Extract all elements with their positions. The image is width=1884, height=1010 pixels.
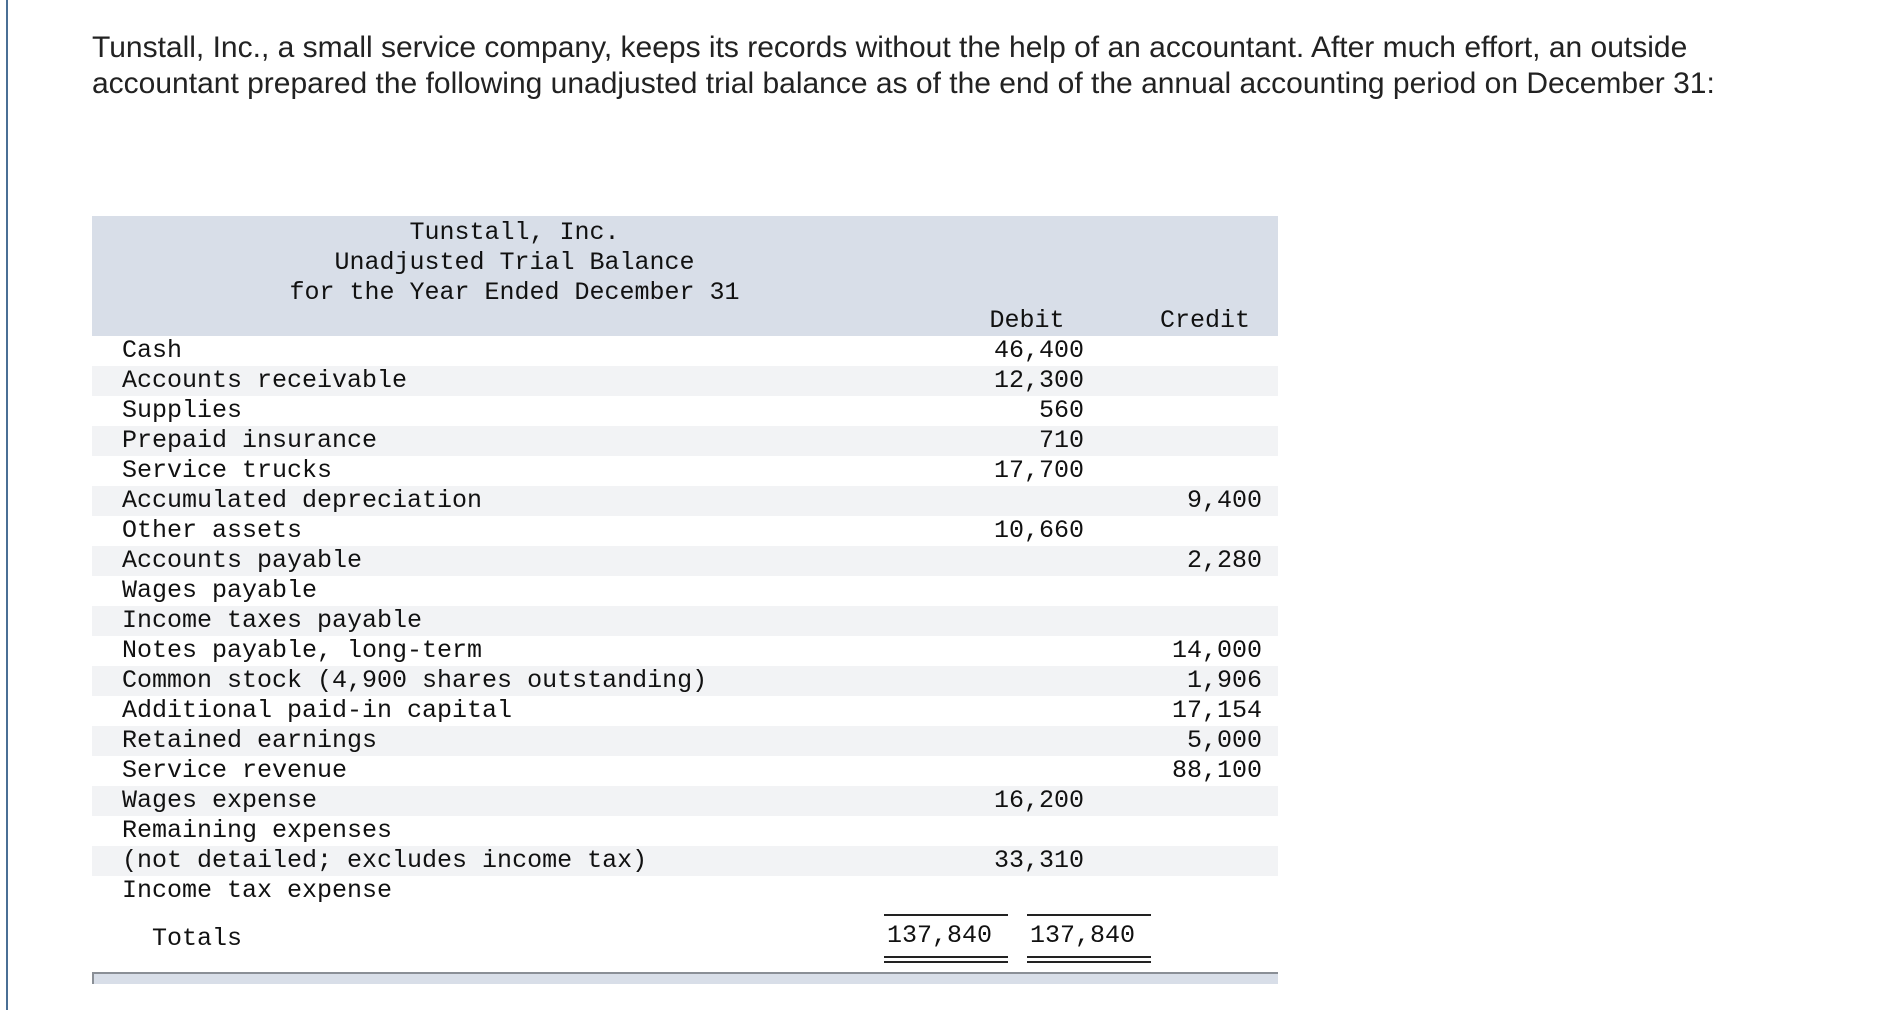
debit-amount: 46,400	[993, 336, 1084, 365]
account-row	[92, 666, 1278, 696]
trial-balance-title	[92, 218, 937, 308]
account-row	[92, 786, 1278, 816]
account-row	[92, 846, 1278, 876]
account-name: Prepaid insurance	[122, 426, 378, 455]
total-debit: 137,840	[886, 921, 992, 950]
account-name: Additional paid-in capital	[122, 696, 513, 725]
company-name: Tunstall, Inc.	[409, 218, 620, 247]
account-row	[92, 456, 1278, 486]
account-row	[92, 546, 1278, 576]
debit-single-underline	[884, 914, 1008, 916]
account-name: Accumulated depreciation	[122, 486, 483, 515]
totals-label: Totals	[152, 924, 243, 953]
account-name: Accounts payable	[122, 546, 363, 575]
account-name: Remaining expenses	[122, 816, 393, 845]
debit-amount: 710	[1038, 426, 1084, 455]
account-name: Income taxes payable	[122, 606, 423, 635]
credit-double-underline-top	[1027, 956, 1151, 958]
account-row	[92, 336, 1278, 366]
debit-amount: 10,660	[993, 516, 1084, 545]
account-row	[92, 816, 1278, 846]
account-row	[92, 486, 1278, 516]
account-row	[92, 426, 1278, 456]
account-name: Income tax expense	[122, 876, 393, 905]
account-name: Wages payable	[122, 576, 318, 605]
account-row	[92, 576, 1278, 606]
account-row	[92, 606, 1278, 636]
debit-amount: 33,310	[993, 846, 1084, 875]
credit-amount: 1,906	[1186, 666, 1262, 695]
account-name: Cash	[122, 336, 183, 365]
account-row	[92, 636, 1278, 666]
credit-amount: 5,000	[1186, 726, 1262, 755]
account-name: Service revenue	[122, 756, 348, 785]
problem-intro-text: Tunstall, Inc., a small service company, keeps its records without the help of an accountant. After much effort, an outside accountant prepared the following unadjusted trial balance as of the end of the annual accounting period on December 31:	[92, 31, 1715, 100]
debit-amount: 12,300	[993, 366, 1084, 395]
credit-amount: 88,100	[1171, 756, 1262, 785]
account-row	[92, 876, 1278, 906]
left-border-rule	[6, 0, 8, 1010]
debit-double-underline-bottom	[884, 961, 1008, 963]
debit-amount: 16,200	[993, 786, 1084, 815]
account-name: Notes payable, long-term	[122, 636, 483, 665]
credit-amount: 17,154	[1171, 696, 1262, 725]
credit-double-underline-bottom	[1027, 961, 1151, 963]
debit-amount: 560	[1038, 396, 1084, 425]
account-row	[92, 756, 1278, 786]
account-name: Common stock (4,900 shares outstanding)	[122, 666, 708, 695]
credit-column-header: Credit	[1159, 306, 1250, 335]
account-row	[92, 726, 1278, 756]
totals-row	[92, 906, 1278, 966]
account-name: Wages expense	[122, 786, 318, 815]
statement-period: for the Year Ended December 31	[289, 278, 740, 307]
account-name: (not detailed; excludes income tax)	[122, 846, 648, 875]
trial-balance-rows	[92, 336, 1278, 906]
account-name: Accounts receivable	[122, 366, 408, 395]
credit-amount: 9,400	[1186, 486, 1262, 515]
trial-balance-table	[92, 216, 1278, 966]
debit-amount: 17,700	[993, 456, 1084, 485]
account-row	[92, 366, 1278, 396]
account-row	[92, 516, 1278, 546]
table-footer-bar	[92, 972, 1278, 984]
total-credit: 137,840	[1029, 921, 1135, 950]
account-row	[92, 396, 1278, 426]
credit-amount: 14,000	[1171, 636, 1262, 665]
debit-double-underline-top	[884, 956, 1008, 958]
account-name: Other assets	[122, 516, 303, 545]
statement-name: Unadjusted Trial Balance	[334, 248, 695, 277]
trial-balance-header	[92, 216, 1278, 336]
account-name: Service trucks	[122, 456, 333, 485]
credit-amount: 2,280	[1186, 546, 1262, 575]
account-name: Retained earnings	[122, 726, 378, 755]
account-row	[92, 696, 1278, 726]
account-name: Supplies	[122, 396, 243, 425]
credit-single-underline	[1027, 914, 1151, 916]
debit-column-header: Debit	[989, 306, 1065, 335]
